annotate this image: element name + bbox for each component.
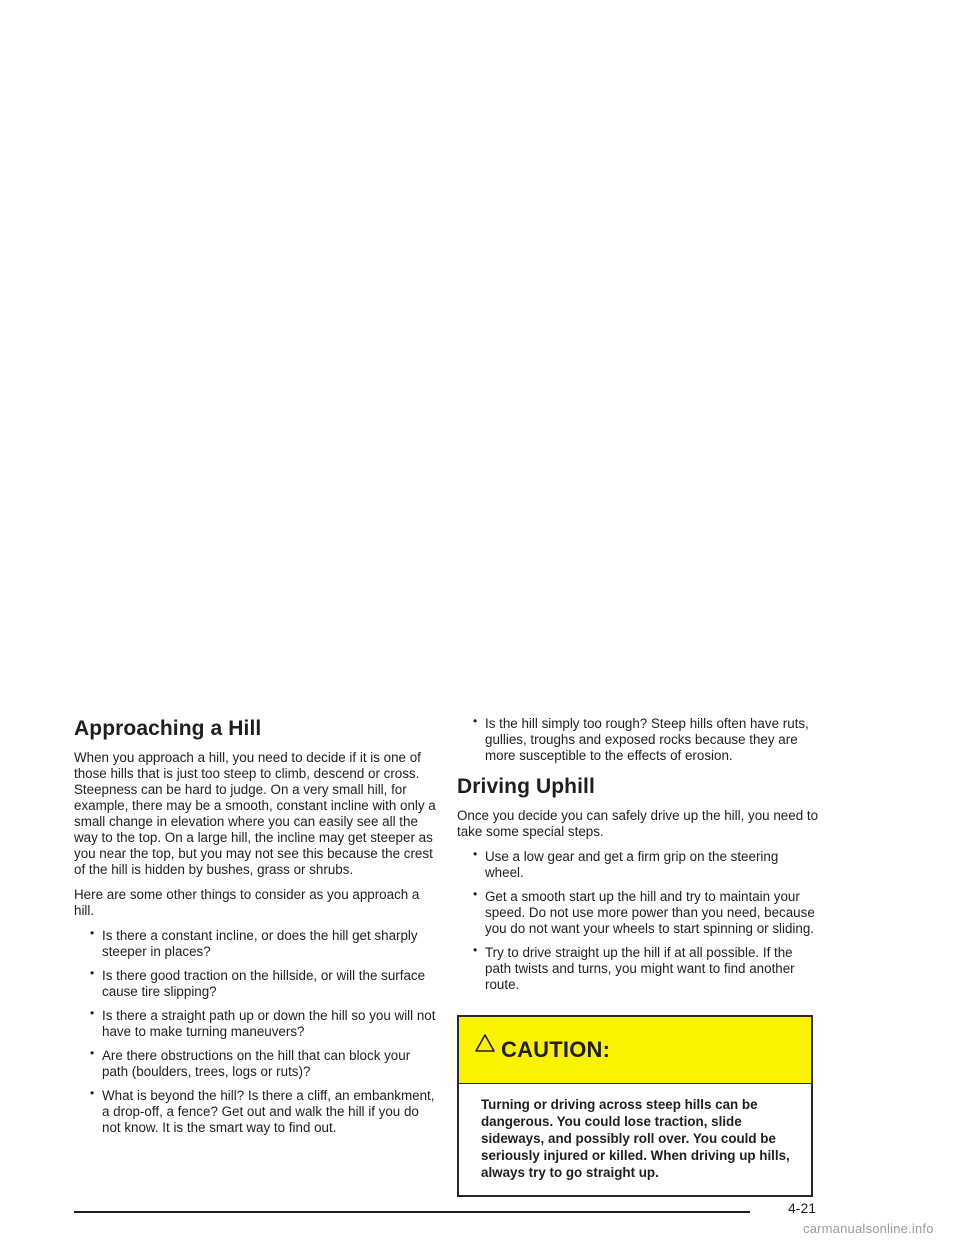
caution-box [457,1015,813,1197]
section-heading-approaching-a-hill: Approaching a Hill [74,717,262,740]
bullet-icon: • [90,926,95,940]
bullet-icon: • [473,943,478,957]
caution-label: CAUTION: [501,1037,611,1062]
list-item: • Use a low gear and get a firm grip on the steering wheel. [473,847,779,880]
list-item: • Is there good traction on the hillside, or will the surface cause tire slipping? [90,966,426,999]
uphill-steps-list [457,849,819,993]
bullet-icon: • [90,1046,95,1060]
caution-text: Turning or driving across steep hills can be dangerous. You could lose traction, slide sideways, and possibly roll over. You could be seriously injured or killed. When driving up hills, always try to go straight up. [481,1097,790,1180]
bullet-icon: • [90,966,95,980]
caution-header [459,1017,811,1084]
considerations-paragraph: Here are some other things to consider as you approach a hill. [74,887,420,918]
footer-rule [74,1211,750,1213]
section-heading-driving-uphill: Driving Uphill [457,775,595,798]
considerations-list [74,928,436,1136]
list-item: • Is there a straight path up or down the hill so you will not have to make turning maneuvers? [90,1006,436,1039]
continued-list [457,716,819,764]
watermark: carmanualsonline.info [803,1221,934,1236]
warning-triangle-icon [475,1034,495,1052]
bullet-icon: • [473,847,478,861]
bullet-icon: • [90,1006,95,1020]
list-item: • Is the hill simply too rough? Steep hills often have ruts, gullies, troughs and exposed rocks because they are more susceptible to the effects of erosion. [473,714,809,763]
list-item: • Get a smooth start up the hill and try to maintain your speed. Do not use more power than you need, because you do not want your wheels to start spinning or sliding. [473,887,815,936]
driving-uphill-section [457,774,819,993]
bullet-icon: • [90,1086,95,1100]
list-item: • Are there obstructions on the hill that can block your path (boulders, trees, logs or ruts)? [90,1046,411,1079]
bullet-icon: • [473,714,478,728]
list-item: • Is there a constant incline, or does the hill get sharply steeper in places? [90,926,418,959]
right-column [457,716,819,1197]
page-number: 4-21 [788,1200,817,1216]
bullet-icon: • [473,887,478,901]
list-item: • What is beyond the hill? Is there a cliff, an embankment, a drop-off, a fence? Get out and walk the hill if you do not know. It is the smart way to find out. [90,1086,435,1135]
intro-paragraph: When you approach a hill, you need to decide if it is one of those hills that is just too steep to climb, descend or cross. Steepness can be hard to judge. On a very small hill, for example, there may be a smooth, constant incline with only a small change in elevation where you can easily see all the way to the top. On a large hill, the incline may get steeper as you near the top, but you may not see this because the crest of the hill is hidden by bushes, grass or shrubs. [74,750,436,877]
list-item: • Try to drive straight up the hill if at all possible. If the path twists and turns, you might want to find another route. [473,943,795,992]
uphill-paragraph: Once you decide you can safely drive up the hill, you need to take some special steps. [457,808,819,839]
left-column [74,716,436,1144]
